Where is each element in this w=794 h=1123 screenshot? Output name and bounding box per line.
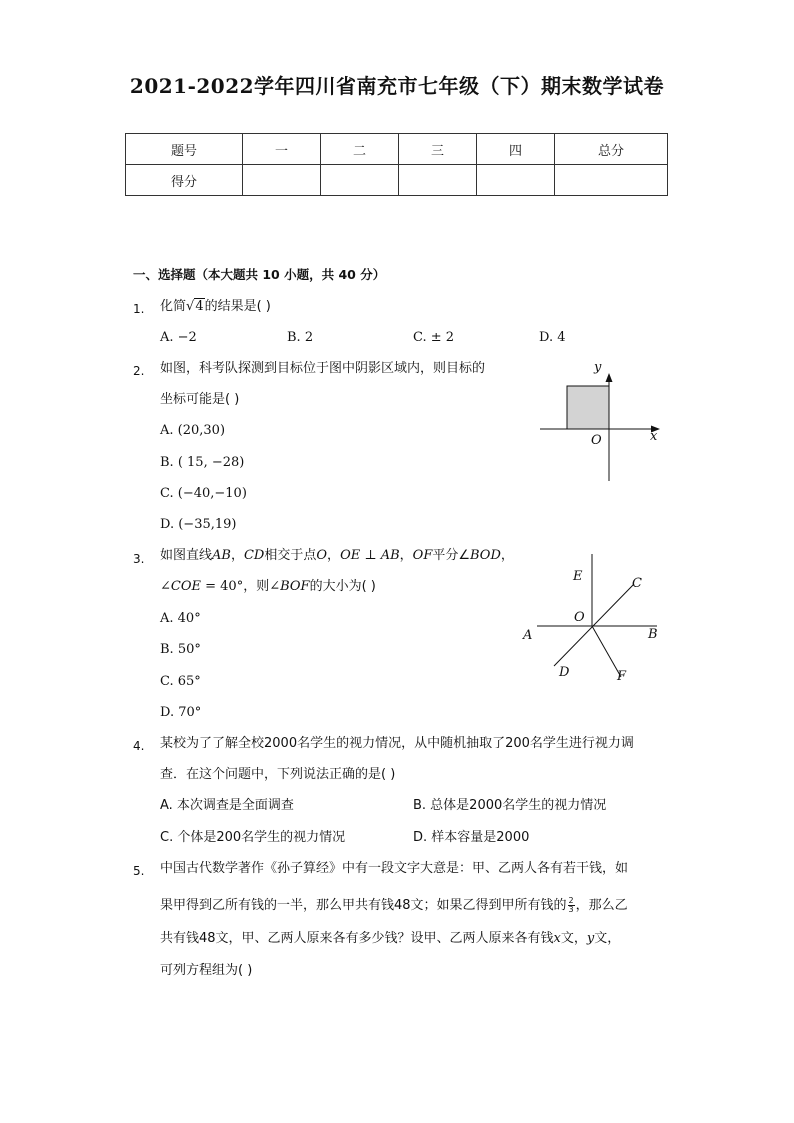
stem-text: 平分∠ — [432, 548, 471, 563]
fraction-numerator: 2 — [568, 896, 574, 905]
option-d[interactable]: D. 70° — [160, 705, 202, 720]
radicand: 4 — [195, 299, 204, 314]
stem-text: = 40°，则∠ — [201, 579, 281, 594]
label-a: A — [523, 628, 533, 643]
y-axis-label: y — [594, 360, 602, 375]
stem-text: ， — [327, 548, 341, 563]
stem-text: 如图直线 — [160, 548, 213, 563]
option-a[interactable]: A. −2 — [160, 330, 197, 345]
score-table-header-cell: 题号 — [126, 134, 243, 165]
option-c[interactable]: C. ± 2 — [413, 330, 455, 345]
x-axis-label: x — [650, 429, 658, 444]
math-text: BOD — [470, 548, 501, 563]
score-table-header-cell: 一 — [243, 134, 321, 165]
stem-text: ， — [399, 548, 413, 563]
score-table-header-cell: 四 — [477, 134, 555, 165]
stem-text: 文， — [594, 931, 621, 946]
score-row-label: 得分 — [126, 165, 243, 196]
question-number: 1. — [133, 302, 145, 316]
option-c[interactable]: C. 65° — [160, 674, 201, 689]
option-a[interactable]: A. (20,30) — [160, 423, 226, 438]
option-d[interactable]: D. 样本容量是2000 — [413, 830, 530, 845]
stem-text: 化简 — [160, 299, 187, 314]
question-number: 3. — [133, 552, 145, 566]
option-b[interactable]: B. 50° — [160, 642, 201, 657]
label-d: D — [559, 665, 570, 680]
origin-label: O — [591, 433, 602, 448]
math-text: y — [586, 931, 595, 946]
question-stem: 如图，科考队探测到目标位于图中阴影区域内，则目标的 — [160, 361, 486, 376]
stem-text: ， — [230, 548, 244, 563]
label-b: B — [648, 627, 658, 642]
option-d[interactable]: D. (−35,19) — [160, 517, 237, 532]
label-f: F — [617, 669, 627, 684]
option-a[interactable]: A. 40° — [160, 611, 201, 626]
exam-title: 2021-2022学年四川省南充市七年级（下）期末数学试卷 — [129, 74, 665, 98]
option-c[interactable]: C. (−40,−10) — [160, 486, 247, 501]
question-stem: 坐标可能是( ) — [160, 392, 240, 407]
score-table-header-cell: 三 — [399, 134, 477, 165]
line-cd — [554, 584, 634, 666]
stem-text: 文， — [560, 931, 587, 946]
score-table-header-cell: 总分 — [555, 134, 668, 165]
math-text: OE ⊥ AB — [340, 548, 400, 563]
question-stem: 中国古代数学著作《孙子算经》中有一段文字大意是：甲、乙两人各有若干钱，如 — [160, 861, 629, 876]
math-text: ∠COE — [160, 579, 201, 594]
math-text: CD — [243, 548, 265, 563]
math-text: AB — [212, 548, 231, 563]
math-text: OF — [412, 548, 433, 563]
score-table-header-cell: 二 — [321, 134, 399, 165]
stem-text: 的结果是( ) — [204, 299, 271, 314]
label-o: O — [574, 610, 585, 625]
option-b[interactable]: B. 总体是2000名学生的视力情况 — [413, 798, 607, 813]
question-number: 2. — [133, 364, 145, 378]
fraction — [568, 897, 575, 914]
math-text: x — [553, 931, 561, 946]
option-b[interactable]: B. 2 — [287, 330, 314, 345]
stem-text: ， — [500, 548, 514, 563]
option-d[interactable]: D. 4 — [539, 330, 566, 345]
fraction-denominator: 3 — [568, 905, 574, 914]
stem-text: 相交于点 — [264, 548, 317, 563]
stem-text: ，那么乙 — [575, 898, 628, 913]
option-b[interactable]: B. ( 15, −28) — [160, 455, 245, 470]
question-stem — [160, 930, 620, 948]
question-number: 5. — [133, 864, 145, 878]
question-stem: 可列方程组为( ) — [160, 963, 253, 978]
question-stem — [160, 897, 628, 915]
stem-text: 果甲得到乙所有钱的一半，那么甲共有钱48文；如果乙得到甲所有钱的 — [160, 898, 567, 913]
label-e: E — [573, 569, 583, 584]
section-heading: 一、选择题（本大题共 10 小题，共 40 分） — [133, 267, 386, 282]
label-c: C — [632, 576, 642, 591]
stem-text: 共有钱48文，甲、乙两人原来各有多少钱？设甲、乙两人原来各有钱 — [160, 931, 554, 946]
question-stem: 查．在这个问题中，下列说法正确的是( ) — [160, 767, 396, 782]
stem-text: 的大小为( ) — [309, 579, 376, 594]
option-c[interactable]: C. 个体是200名学生的视力情况 — [160, 830, 346, 845]
question-number: 4. — [133, 739, 145, 753]
math-text: BOF — [280, 579, 310, 594]
option-a[interactable]: A. 本次调查是全面调查 — [160, 798, 294, 813]
math-text: O — [316, 548, 328, 563]
sqrt-expression: √4 — [186, 299, 204, 314]
question-stem: 某校为了了解全校2000名学生的视力情况，从中随机抽取了200名学生进行视力调 — [160, 736, 634, 751]
